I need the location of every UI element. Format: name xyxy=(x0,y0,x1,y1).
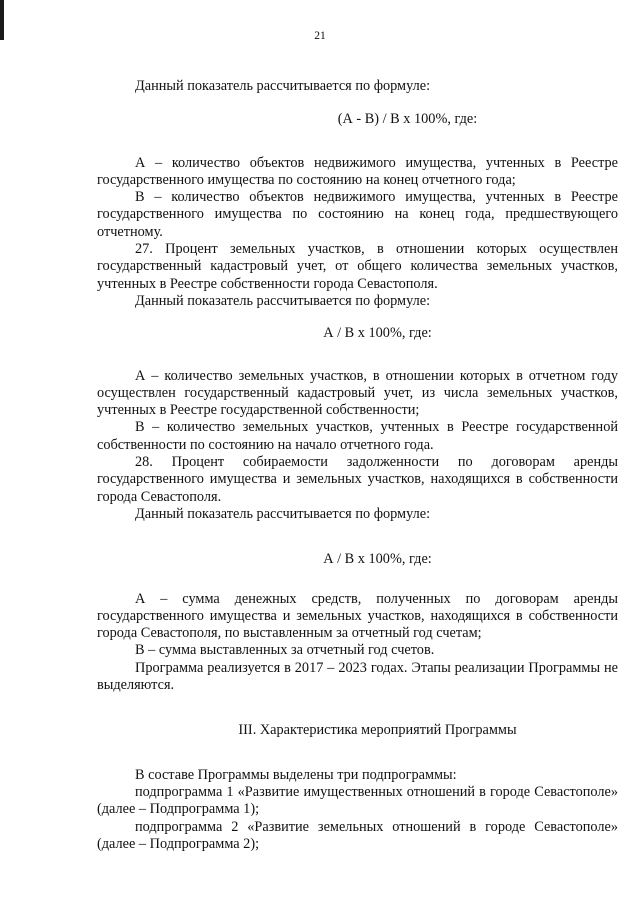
paragraph: 28. Процент собираемости задолженности по договорам аренды государственного имущества и земельных участков, находящихся в собственности города Севастополя. xyxy=(97,454,618,505)
paragraph: Данный показатель рассчитывается по формуле: xyxy=(135,78,431,94)
paragraph: А – количество объектов недвижимого имущества, учтенных в Реестре государственного имущества по состоянию на конец отчетного года; xyxy=(97,154,618,188)
paragraph: 27. Процент земельных участков, в отношении которых осуществлен государственный кадастровый учет, от общего количества земельных участков, учтенных в Реестре собственности города Севастополя. xyxy=(97,241,618,292)
paragraph: В – количество земельных участков, учтенных в Реестре государственной собственности по состоянию на начало отчетного года. xyxy=(97,419,618,453)
paragraph: А – сумма денежных средств, полученных по договорам аренды государственного имущества и земельных участков, находящихся в собственности города Севастополя, по выставленным за отчетный год счетам; xyxy=(97,590,618,642)
document-body xyxy=(97,78,618,853)
section-heading: III. Характеристика мероприятий Программы xyxy=(238,722,517,739)
paragraph: Данный показатель рассчитывается по формуле: xyxy=(135,505,431,522)
paragraph: А – количество земельных участков, в отношении которых в отчетном году осуществлен государственный кадастровый учет, из числа земельных участков, учтенных в Реестре государственной собственности; xyxy=(97,367,618,419)
paragraph: подпрограмма 1 «Развитие имущественных отношений в городе Севастополе» (далее – Подпрограмма 1); xyxy=(97,783,618,818)
paragraph: В – сумма выставленных за отчетный год счетов. xyxy=(135,642,435,659)
formula: А / В х 100%, где: xyxy=(323,325,432,342)
formula: А / В х 100%, где: xyxy=(323,551,432,568)
paragraph: Данный показатель рассчитывается по формуле: xyxy=(135,292,431,309)
formula: (А - В) / В х 100%, где: xyxy=(337,111,478,128)
page-number: 21 xyxy=(314,30,326,42)
paragraph: В составе Программы выделены три подпрограммы: xyxy=(135,766,457,783)
paragraph: Программа реализуется в 2017 – 2023 годах. Этапы реализации Программы не выделяются. xyxy=(97,659,618,694)
paragraph: подпрограмма 2 «Развитие земельных отношений в городе Севастополе» (далее – Подпрограмма 2); xyxy=(97,818,618,852)
paragraph: В – количество объектов недвижимого имущества, учтенных в Реестре государственного имущества по состоянию на конец года, предшествующего отчетному. xyxy=(97,189,618,240)
